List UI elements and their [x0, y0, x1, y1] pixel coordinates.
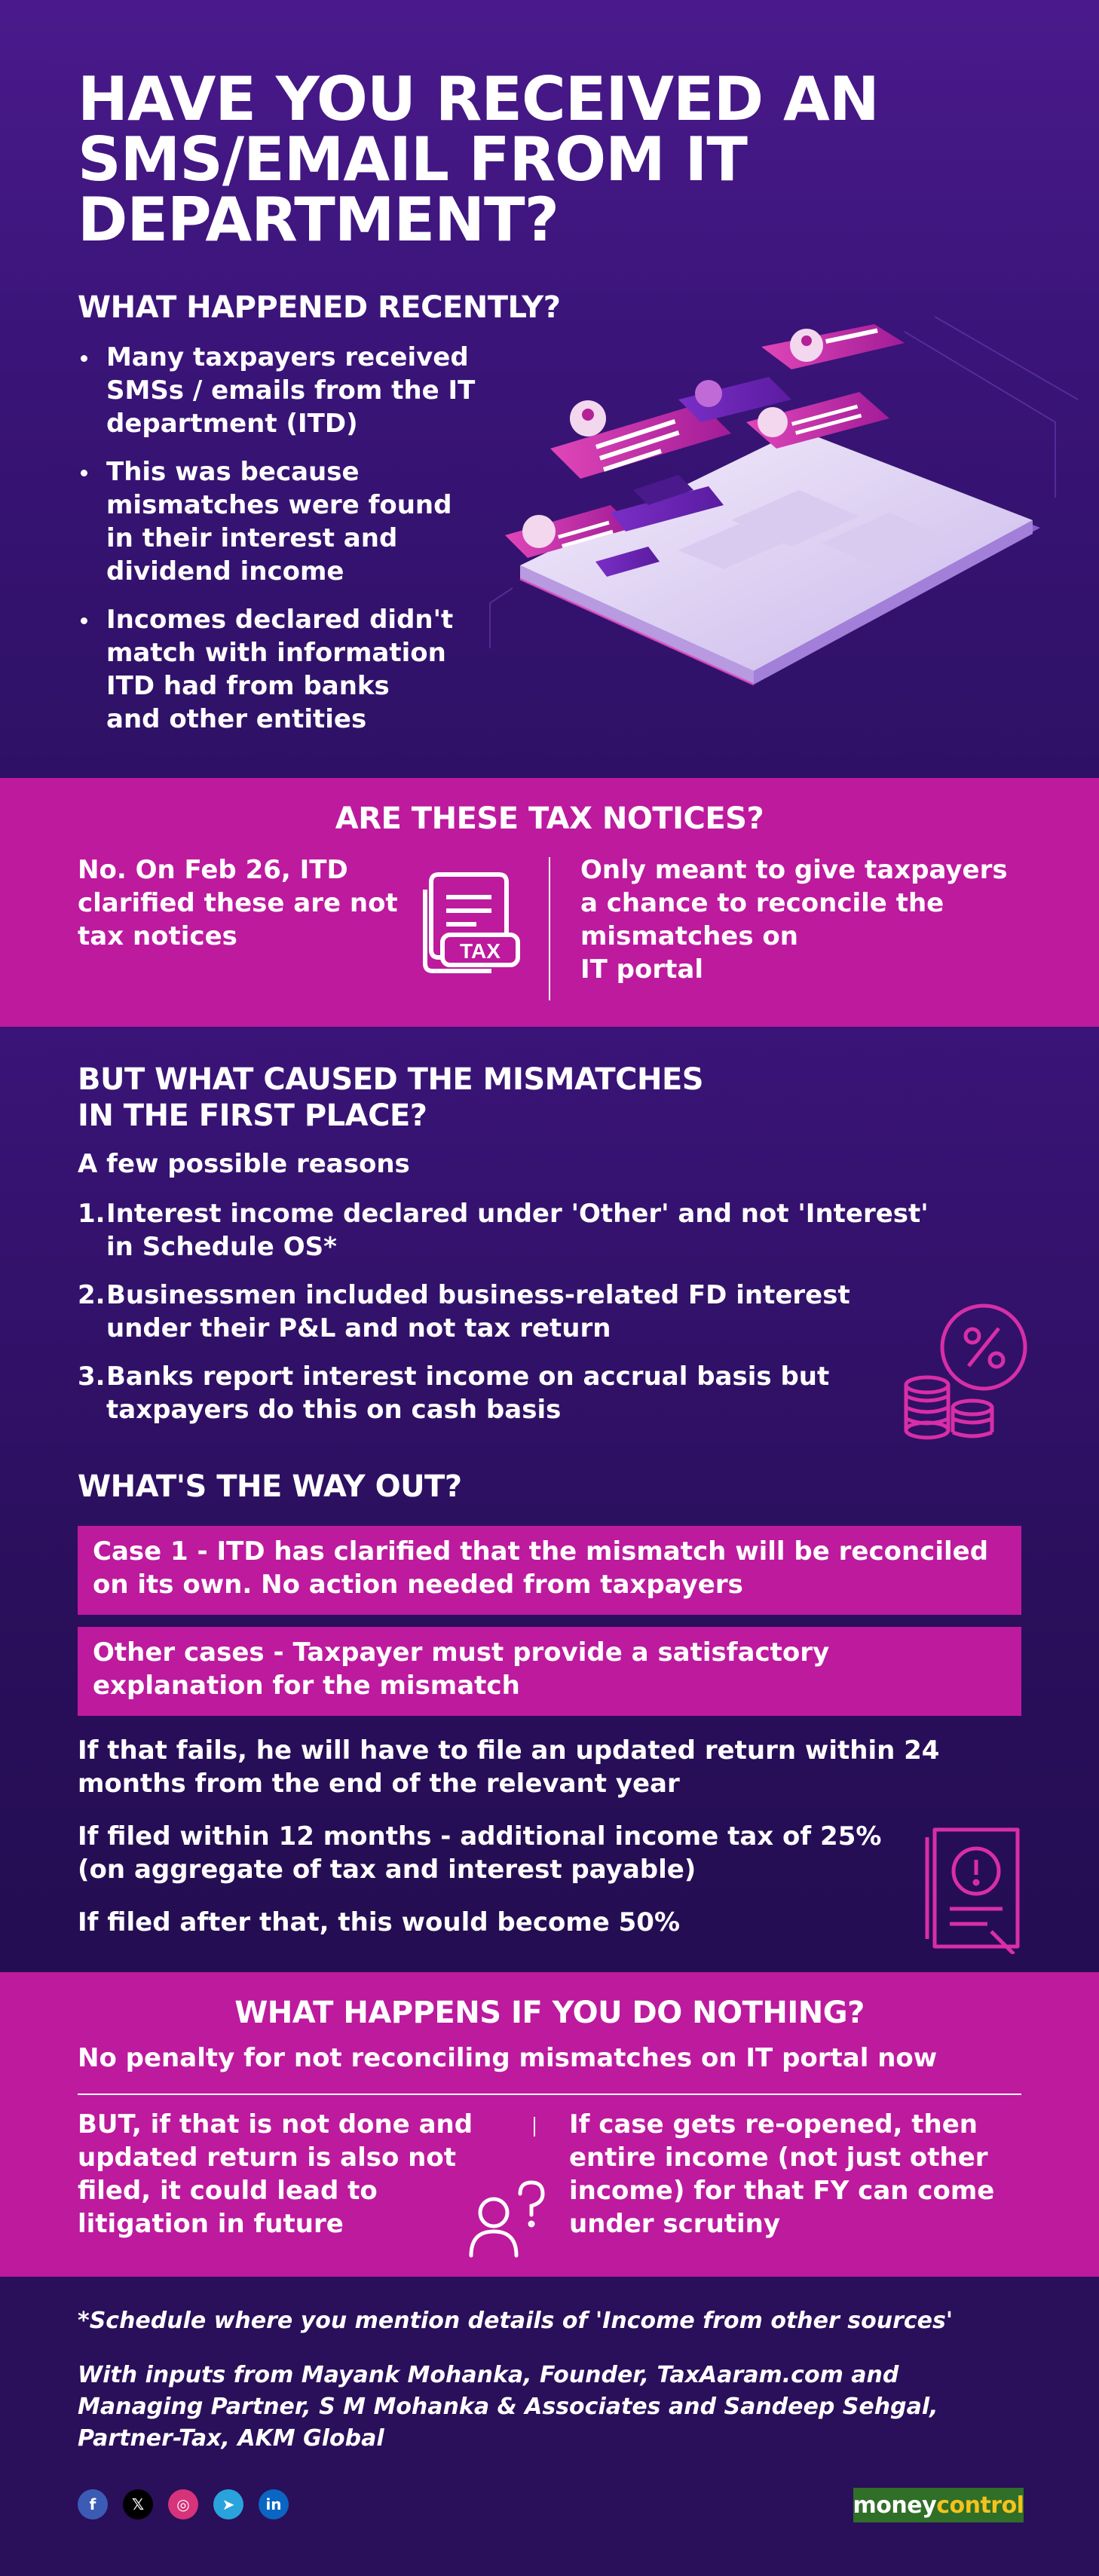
instagram-icon[interactable]: ◎ — [168, 2489, 198, 2519]
reason-number: 3. — [78, 1362, 106, 1392]
linkedin-icon[interactable]: in — [259, 2489, 289, 2519]
title-line: HAVE YOU RECEIVED AN — [78, 64, 879, 134]
do-nothing-left-text — [78, 2108, 500, 2241]
reason-line: in Schedule OS* — [106, 1232, 337, 1262]
bullet-line: department (ITD) — [106, 409, 358, 439]
way-out-paragraph — [78, 1820, 952, 1886]
footnote: *Schedule where you mention details of 'Income from other sources' — [78, 2308, 954, 2334]
reason-line: Interest income declared under 'Other' and not 'Interest' — [106, 1199, 929, 1229]
text-line: filed, it could lead to — [78, 2176, 378, 2206]
bullet-line: mismatches were found — [106, 490, 452, 520]
recent-bullets — [78, 341, 500, 751]
text-line: Other cases - Taxpayer must provide a satisfactory — [93, 1637, 830, 1668]
reasons-list — [78, 1197, 960, 1441]
title-line: DEPARTMENT? — [78, 185, 559, 255]
reason-number: 1. — [78, 1199, 106, 1229]
bullet-line: in their interest and — [106, 523, 398, 553]
person-question-icon — [464, 2171, 554, 2262]
case-1-box — [78, 1526, 1021, 1615]
text-line: litigation in future — [78, 2209, 344, 2239]
text-line: months from the end of the relevant year — [78, 1769, 680, 1799]
bullet-item — [78, 603, 500, 736]
text-line: Case 1 - ITD has clarified that the mismatch will be reconciled — [93, 1536, 989, 1567]
credits — [78, 2360, 1020, 2455]
text-line: mismatches on — [580, 921, 798, 951]
text-line: income) for that FY can come — [569, 2176, 995, 2206]
notices-right-text — [580, 853, 1048, 986]
reason-line: Banks report interest income on accrual basis but — [106, 1362, 830, 1392]
footer — [0, 2277, 1099, 2576]
reason-number: 2. — [78, 1280, 106, 1310]
reason-item — [78, 1197, 960, 1263]
divider — [549, 857, 550, 1000]
reason-line: taxpayers do this on cash basis — [106, 1395, 562, 1425]
reasons-intro: A few possible reasons — [78, 1149, 410, 1179]
causes-section — [0, 1027, 1099, 1972]
other-cases-box — [78, 1627, 1021, 1716]
recent-heading: WHAT HAPPENED RECENTLY? — [78, 290, 561, 325]
reason-line: under their P&L and not tax return — [106, 1313, 611, 1343]
tax-notices-section — [0, 778, 1099, 1027]
text-line: If that fails, he will have to file an updated return within 24 — [78, 1735, 940, 1766]
heading-line: BUT WHAT CAUSED THE MISMATCHES — [78, 1062, 704, 1097]
logo-text-part: money — [853, 2492, 937, 2519]
telegram-icon[interactable]: ➤ — [213, 2489, 243, 2519]
text-line: If filed after that, this would become 50% — [78, 1907, 681, 1937]
text-line: If filed within 12 months - additional income tax of 25% — [78, 1821, 882, 1852]
divider — [78, 2094, 1021, 2095]
text-line: (on aggregate of tax and interest payable) — [78, 1855, 696, 1885]
way-out-heading: WHAT'S THE WAY OUT? — [78, 1469, 462, 1504]
text-line: Only meant to give taxpayers — [580, 855, 1008, 885]
moneycontrol-logo[interactable] — [853, 2488, 1024, 2522]
bullet-line: dividend income — [106, 556, 344, 587]
divider — [534, 2117, 535, 2136]
text-line: entire income (not just other — [569, 2143, 988, 2173]
reason-item — [78, 1279, 960, 1345]
text-line: on its own. No action needed from taxpayers — [93, 1570, 743, 1600]
text-line: explanation for the mismatch — [93, 1671, 520, 1701]
text-line: If case gets re-opened, then — [569, 2109, 978, 2140]
text-line: a chance to reconcile the — [580, 888, 944, 918]
way-out-paragraph — [78, 1734, 952, 1800]
page-title — [78, 64, 944, 255]
bullet-line: Many taxpayers received — [106, 342, 469, 372]
bullet-line: This was because — [106, 457, 360, 487]
text-line: BUT, if that is not done and — [78, 2109, 473, 2140]
intro-section — [0, 0, 1099, 778]
do-nothing-subheading: No penalty for not reconciling mismatches on IT portal now — [78, 2043, 938, 2073]
do-nothing-right-text — [569, 2108, 1021, 2241]
do-nothing-heading: WHAT HAPPENS IF YOU DO NOTHING? — [234, 1996, 865, 2030]
logo-text-part: control — [936, 2492, 1024, 2519]
bullet-line: and other entities — [106, 704, 367, 734]
reason-item — [78, 1360, 960, 1426]
social-links — [78, 2489, 289, 2519]
text-line: Managing Partner, S M Mohanka & Associates and Sandeep Sehgal, — [78, 2394, 938, 2420]
heading-line: IN THE FIRST PLACE? — [78, 1098, 427, 1133]
notices-left-text — [78, 853, 424, 953]
bullet-line: Incomes declared didn't — [106, 605, 454, 635]
text-line: With inputs from Mayank Mohanka, Founder, TaxAaram.com and — [78, 2362, 899, 2388]
way-out-paragraph — [78, 1906, 952, 1939]
text-line: IT portal — [580, 954, 703, 985]
text-line: Partner-Tax, AKM Global — [78, 2425, 384, 2452]
bullet-item — [78, 341, 500, 440]
tax-icon-label: TAX — [460, 939, 501, 963]
alert-document-icon — [920, 1818, 1033, 1954]
text-line: under scrutiny — [569, 2209, 781, 2239]
text-line: updated return is also not — [78, 2143, 456, 2173]
phone-messages-illustration — [482, 302, 1085, 724]
causes-heading — [78, 1061, 703, 1134]
bullet-line: ITD had from banks — [106, 671, 390, 701]
bullet-line: SMSs / emails from the IT — [106, 375, 476, 406]
text-line: clarified these are not — [78, 888, 398, 918]
do-nothing-section — [0, 1972, 1099, 2277]
coins-percent-icon — [897, 1298, 1040, 1441]
title-line: SMS/EMAIL FROM IT — [78, 124, 747, 195]
x-icon[interactable]: 𝕏 — [123, 2489, 153, 2519]
reason-line: Businessmen included business-related FD interest — [106, 1280, 850, 1310]
facebook-icon[interactable]: f — [78, 2489, 108, 2519]
bullet-line: match with information — [106, 638, 446, 668]
bullet-item — [78, 455, 500, 588]
tax-document-icon — [416, 867, 529, 980]
text-line: tax notices — [78, 921, 237, 951]
notices-heading: ARE THESE TAX NOTICES? — [335, 801, 764, 836]
text-line: No. On Feb 26, ITD — [78, 855, 348, 885]
